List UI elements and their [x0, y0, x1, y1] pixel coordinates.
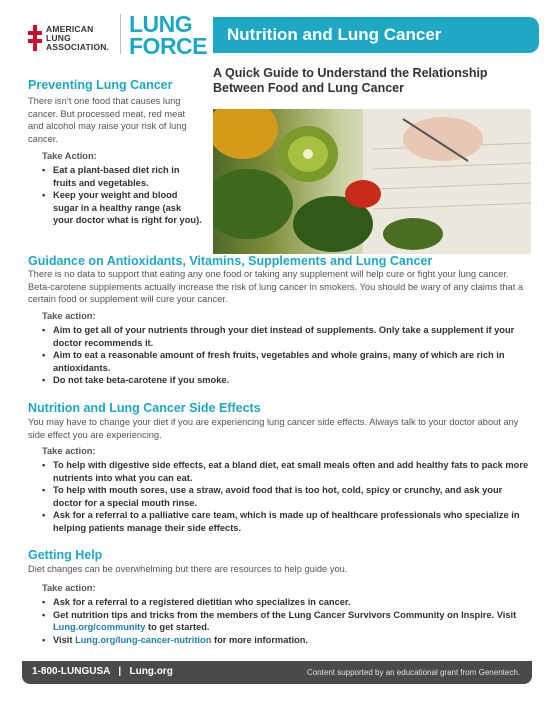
side-effects-body: You may have to change your diet if you are experiencing lung cancer side effects. Always talk to your doctor about any side effect you are experiencing. — [28, 417, 519, 440]
getting-help-heading: Getting Help — [28, 548, 103, 562]
page-title: Nutrition and Lung Cancer — [227, 25, 442, 44]
list-item: • Do not take beta-carotene if you smoke. — [42, 374, 532, 387]
list-item: • To help with digestive side effects, eat a bland diet, eat small meals often and add healthy fats to pack more nutrients into what you can eat. — [42, 459, 532, 484]
preventing-heading: Preventing Lung Cancer — [28, 78, 173, 92]
ala-logo-text: AMERICAN LUNG ASSOCIATION. — [46, 24, 110, 52]
list-item: • Aim to eat a reasonable amount of fresh fruits, vegetables and whole grains, many of which are rich in antioxidants. — [42, 349, 532, 374]
food-photo — [213, 109, 531, 254]
list-item: • Get nutrition tips and tricks from the members of the Lung Cancer Survivors Community on Inspire. Visit Lung.org/community to get started. — [42, 609, 532, 634]
list-item: • Visit Lung.org/lung-cancer-nutrition for more information. — [42, 634, 532, 647]
nutrition-link[interactable]: Lung.org/lung-cancer-nutrition — [75, 634, 212, 645]
community-link[interactable]: Lung.org/community — [53, 622, 146, 632]
getting-help-actions — [42, 596, 532, 646]
side-effects-actions — [42, 459, 532, 534]
american-lung-association-logo — [28, 19, 123, 59]
double-cross-icon — [28, 25, 42, 51]
preventing-body: There isn’t one food that causes lung cancer. But processed meat, red meat and alcohol may raise your risk of lung cancer. — [28, 96, 187, 144]
footer-phone-number: 1-800-LUNGUSA — [32, 666, 110, 677]
list-item: • Aim to get all of your nutrients through your diet instead of supplements. Only take a supplement if your doctor recommends it. — [42, 324, 532, 349]
logo-divider — [120, 14, 121, 54]
list-item: • To help with mouth sores, use a straw, avoid food that is too hot, cold, spicy or crunchy, and ask your doctor for a special mouth rinse. — [42, 484, 532, 509]
footer-grant-note: Content supported by an educational grant from Genentech. — [306, 668, 520, 677]
lung-force-logo: LUNG FORCE — [129, 11, 207, 59]
food-photo-illustration — [213, 109, 531, 254]
title-banner — [213, 17, 531, 53]
guidance-take-action-label: Take action: — [42, 311, 96, 321]
preventing-actions — [42, 164, 202, 227]
list-item: • Keep your weight and blood sugar in a healthy range (ask your doctor what is right for you). — [42, 189, 202, 227]
footer-separator: | — [118, 666, 122, 677]
side-effects-heading: Nutrition and Lung Cancer Side Effects — [28, 401, 261, 415]
list-item: • Ask for a referral to a palliative care team, which is made up of healthcare professionals who specialize in helping patients manage their side effects. — [42, 509, 532, 534]
guidance-actions — [42, 324, 532, 387]
list-item: • Ask for a referral to a registered dietitian who specializes in cancer. — [42, 596, 532, 609]
footer-site-link[interactable]: Lung.org — [129, 666, 173, 677]
preventing-take-action-label: Take Action: — [42, 151, 97, 161]
page-subtitle: A Quick Guide to Understand the Relationship Between Food and Lung Cancer — [213, 66, 488, 95]
side-effects-take-action-label: Take action: — [42, 446, 96, 456]
getting-help-body: Diet changes can be overwhelming but there are resources to help guide you. — [28, 564, 348, 574]
list-item: • Eat a plant-based diet rich in fruits and vegetables. — [42, 164, 202, 189]
footer-bar — [22, 661, 532, 684]
footer-contact — [32, 666, 173, 677]
getting-help-take-action-label: Take action: — [42, 583, 96, 593]
guidance-body: There is no data to support that eating any one food or taking any supplement will help cure or fight your lung cancer. Beta-carotene supplements actually increase the risk of lung cancer in smokers. You should be wary of any claims that a certain food or supplement will cure your cancer. — [28, 269, 524, 304]
guidance-heading: Guidance on Antioxidants, Vitamins, Supplements and Lung Cancer — [28, 254, 433, 268]
